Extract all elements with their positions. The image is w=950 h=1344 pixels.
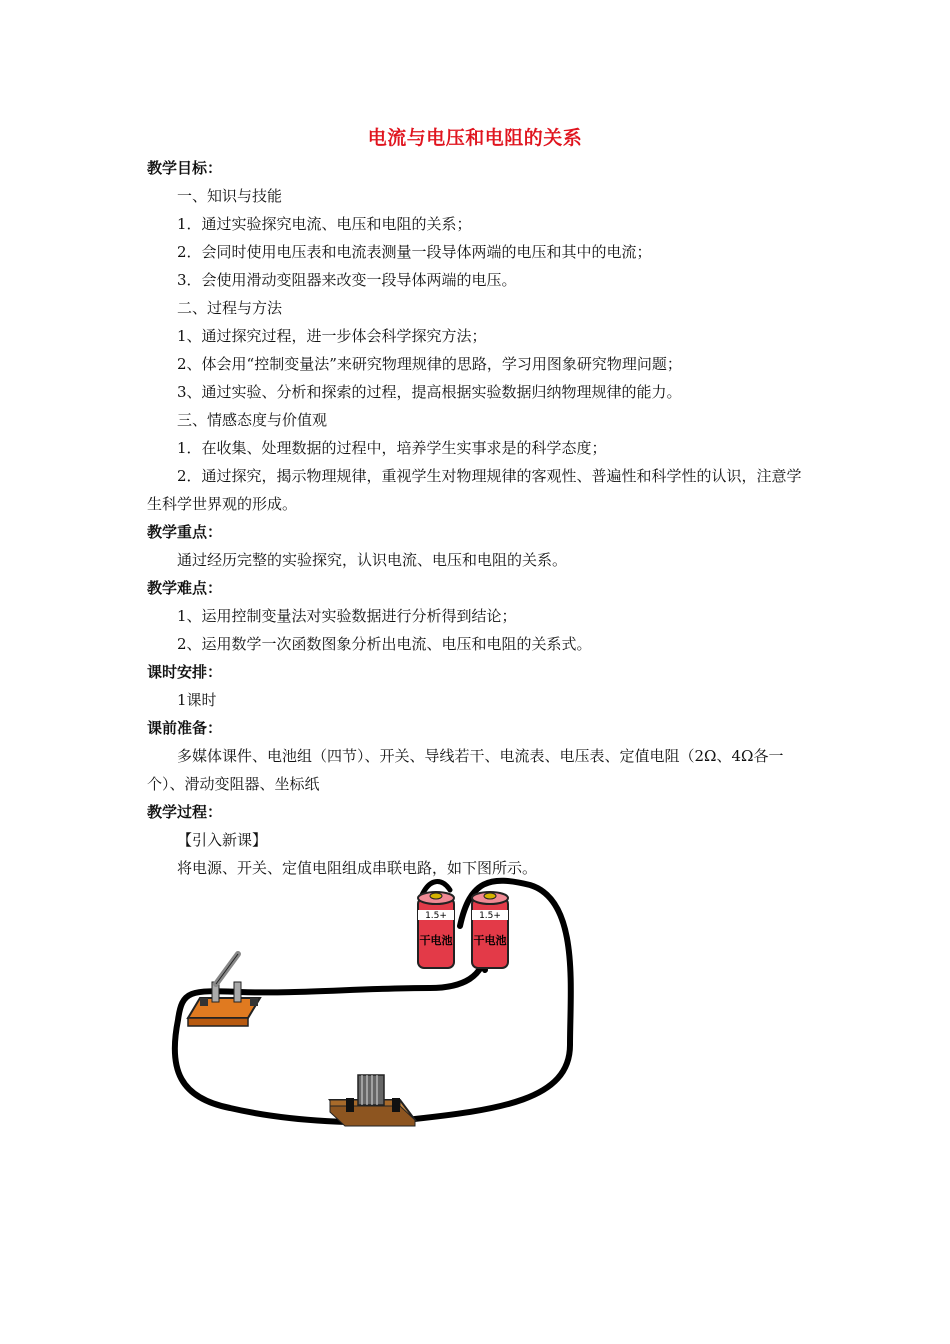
battery-label-top: 1.5+ <box>479 911 501 921</box>
section-title-knowledge: 一、知识与技能 <box>177 187 283 205</box>
section-title-attitude: 三、情感态度与价值观 <box>177 411 328 429</box>
battery-label-side: 干电池 <box>473 934 507 947</box>
objective-item: 2．会同时使用电压表和电流表测量一段导体两端的电压和其中的电流； <box>177 243 652 261</box>
section-title-process: 二、过程与方法 <box>177 299 283 317</box>
schedule-text: 1课时 <box>177 691 217 709</box>
objectives-heading: 教学目标： <box>147 159 223 177</box>
key-point-text: 通过经历完整的实验探究，认识电流、电压和电阻的关系。 <box>177 551 568 569</box>
preparation-text: 多媒体课件、电池组（四节）、开关、导线若干、电流表、电压表、定值电阻（2Ω、4Ω各一个）、滑动变阻器、坐标纸 <box>147 747 784 793</box>
objective-item: 3、通过实验、分析和探索的过程，提高根据实验数据归纳物理规律的能力。 <box>177 383 682 401</box>
battery-label-top: 1.5+ <box>425 911 447 921</box>
objective-item-multiline: 2．通过探究，揭示物理规律，重视学生对物理规律的客观性、普遍性和科学性的认识，注意学生科学世界观的形成。 <box>147 467 802 513</box>
difficulty-heading: 教学难点： <box>147 579 223 597</box>
objective-item: 2、体会用“控制变量法”来研究物理规律的思路，学习用图象研究物理问题； <box>177 355 682 373</box>
fixed-resistor <box>330 1075 415 1126</box>
battery-right <box>472 892 508 968</box>
preparation-heading: 课前准备： <box>147 719 223 737</box>
key-point-heading: 教学重点： <box>147 523 223 541</box>
battery-label-side: 干电池 <box>419 934 453 947</box>
circuit-diagram <box>160 870 580 1160</box>
objective-item: 1．在收集、处理数据的过程中，培养学生实事求是的科学态度； <box>177 439 607 457</box>
objective-item: 1、通过探究过程，进一步体会科学探究方法； <box>177 327 487 345</box>
difficulty-item: 1、运用控制变量法对实验数据进行分析得到结论； <box>177 607 517 625</box>
difficulty-item: 2、运用数学一次函数图象分析出电流、电压和电阻的关系式。 <box>177 635 592 653</box>
objective-item: 1．通过实验探究电流、电压和电阻的关系； <box>177 215 472 233</box>
objective-item: 3．会使用滑动变阻器来改变一段导体两端的电压。 <box>177 271 517 289</box>
circuit-figure <box>160 870 580 1160</box>
intro-text: 将电源、开关、定值电阻组成串联电路，如下图所示。 <box>177 859 538 877</box>
schedule-heading: 课时安排： <box>147 663 223 681</box>
intro-label: 【引入新课】 <box>177 831 268 849</box>
process-heading: 教学过程： <box>147 803 223 821</box>
page-title: 电流与电压和电阻的关系 <box>367 127 583 149</box>
document-body <box>147 154 812 882</box>
battery-left <box>418 892 454 968</box>
